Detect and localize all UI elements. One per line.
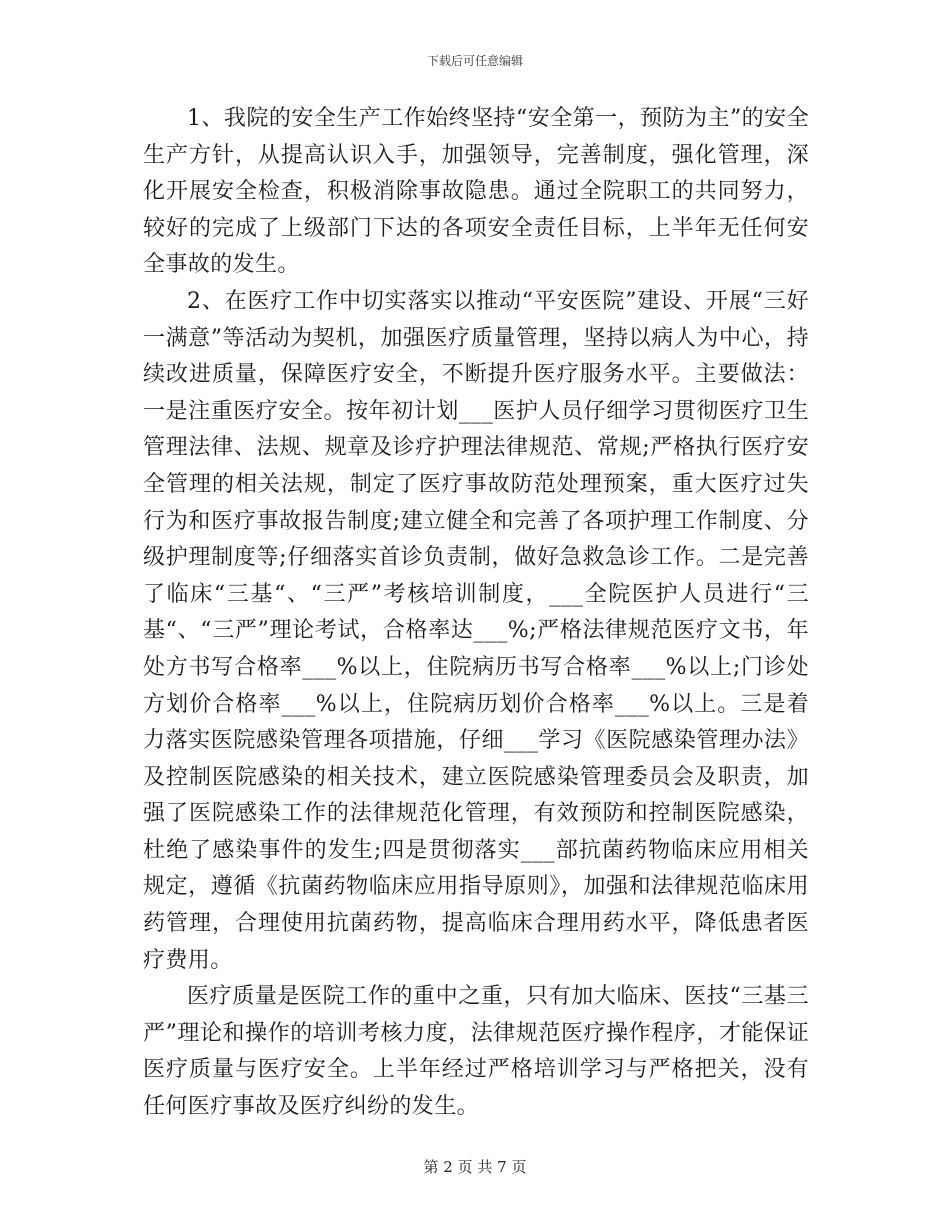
page-number: 第 2 页 共 7 页 (423, 1158, 527, 1176)
page-header: 下载后可任意编辑 (426, 54, 523, 68)
paragraph-medical-work: 2、在医疗工作中切实落实以推动“平安医院”建设、开展“三好一满意”等活动为契机，加强医疗质量管理，坚持以病人为中心，持续改进质量，保障医疗安全，不断提升医疗服务水平。主要做法：一是注重医疗安全。按年初计划___医护人员仔细学习贯彻医疗卫生管理法律、法规、规章及诊疗护理法律规范、常规;严格执行医疗安全管理的相关法规，制定了医疗事故防范处理预案，重大医疗过失行为和医疗事故报告制度;建立健全和完善了各项护理工作制度、分级护理制度等;仔细落实首诊负责制，做好急救急诊工作。二是完善了临床“三基“、“三严”考核培训制度，___全院医护人员进行“三基“、“三严”理论考试，合格率达___%;严格法律规范医疗文书，年处方书写合格率___%以上，住院病历书写合格率___%以上;门诊处方划价合格率___%以上，住院病历划价合格率___%以上。三是着力落实医院感染管理各项措施，仔细___学习《医院感染管理办法》及控制医院感染的相关技术，建立医院感染管理委员会及职责，加强了医院感染工作的法律规范化管理，有效预防和控制医院感染，杜绝了感染事件的发生;四是贯彻落实___部抗菌药物临床应用相关规定，遵循《抗菌药物临床应用指导原则》，加强和法律规范临床用药管理，合理使用抗菌药物，提高临床合理用药水平，降低患者医疗费用。 (143, 288, 809, 973)
paragraph-medical-quality: 医疗质量是医院工作的重中之重，只有加大临床、医技“三基三严”理论和操作的培训考核力度，法律规范医疗操作程序，才能保证医疗质量与医疗安全。上半年经过严格培训学习与严格把关，没有任何医疗事故及医疗纠纷的发生。 (143, 984, 809, 1120)
paragraph-safety-production: 1、我院的安全生产工作始终坚持“安全第一，预防为主”的安全生产方针，从提高认识入手，加强领导，完善制度，强化管理，深化开展安全检查，积极消除事故隐患。通过全院职工的共同努力，较好的完成了上级部门下达的各项安全责任目标，上半年无任何安全事故的发生。 (143, 106, 809, 278)
document-body (143, 101, 809, 1126)
